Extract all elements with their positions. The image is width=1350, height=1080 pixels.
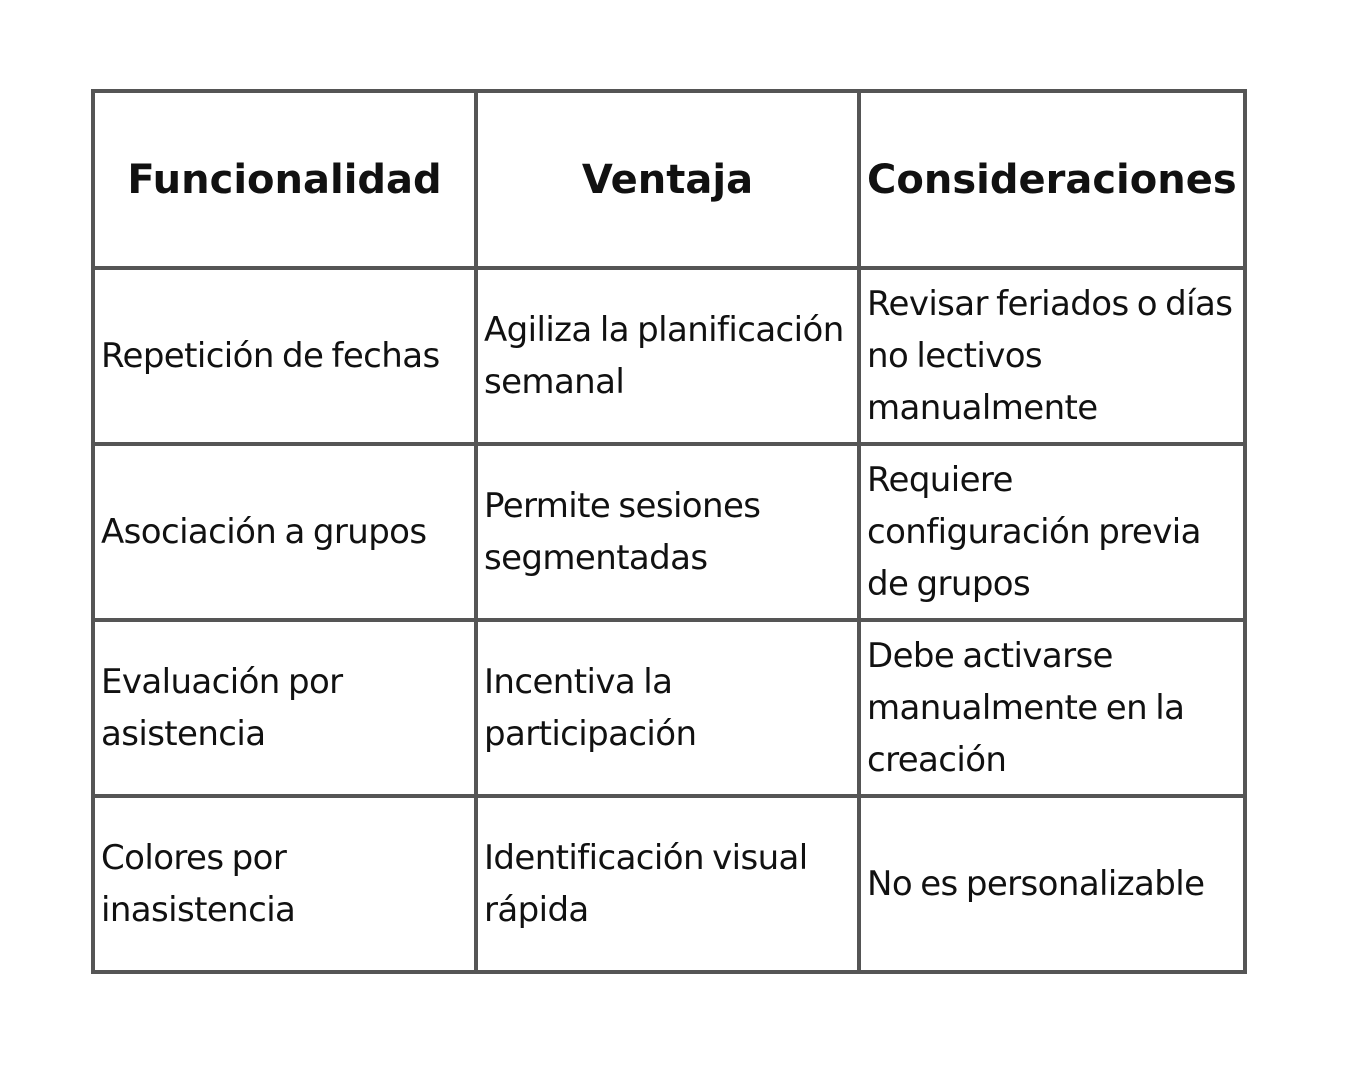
table-row	[93, 444, 1245, 620]
cell-funcionalidad: Asociación a grupos	[93, 444, 476, 620]
header-funcionalidad: Funcionalidad	[93, 91, 476, 268]
cell-consideraciones: Revisar feriados o días no lectivos manualmente	[859, 268, 1245, 444]
header-row	[93, 91, 1245, 268]
cell-consideraciones: No es personalizable	[859, 796, 1245, 972]
cell-funcionalidad: Evaluación por asistencia	[93, 620, 476, 796]
cell-funcionalidad: Repetición de fechas	[93, 268, 476, 444]
cell-funcionalidad: Colores por inasistencia	[93, 796, 476, 972]
cell-ventaja: Permite sesiones segmentadas	[476, 444, 859, 620]
features-table	[91, 89, 1247, 974]
table-row	[93, 620, 1245, 796]
cell-consideraciones: Debe activarse manualmente en la creación	[859, 620, 1245, 796]
cell-consideraciones: Requiere configuración previa de grupos	[859, 444, 1245, 620]
cell-ventaja: Identificación visual rápida	[476, 796, 859, 972]
cell-ventaja: Agiliza la planificación semanal	[476, 268, 859, 444]
header-consideraciones: Consideraciones	[859, 91, 1245, 268]
table-row	[93, 796, 1245, 972]
table-row	[93, 268, 1245, 444]
cell-ventaja: Incentiva la participación	[476, 620, 859, 796]
header-ventaja: Ventaja	[476, 91, 859, 268]
